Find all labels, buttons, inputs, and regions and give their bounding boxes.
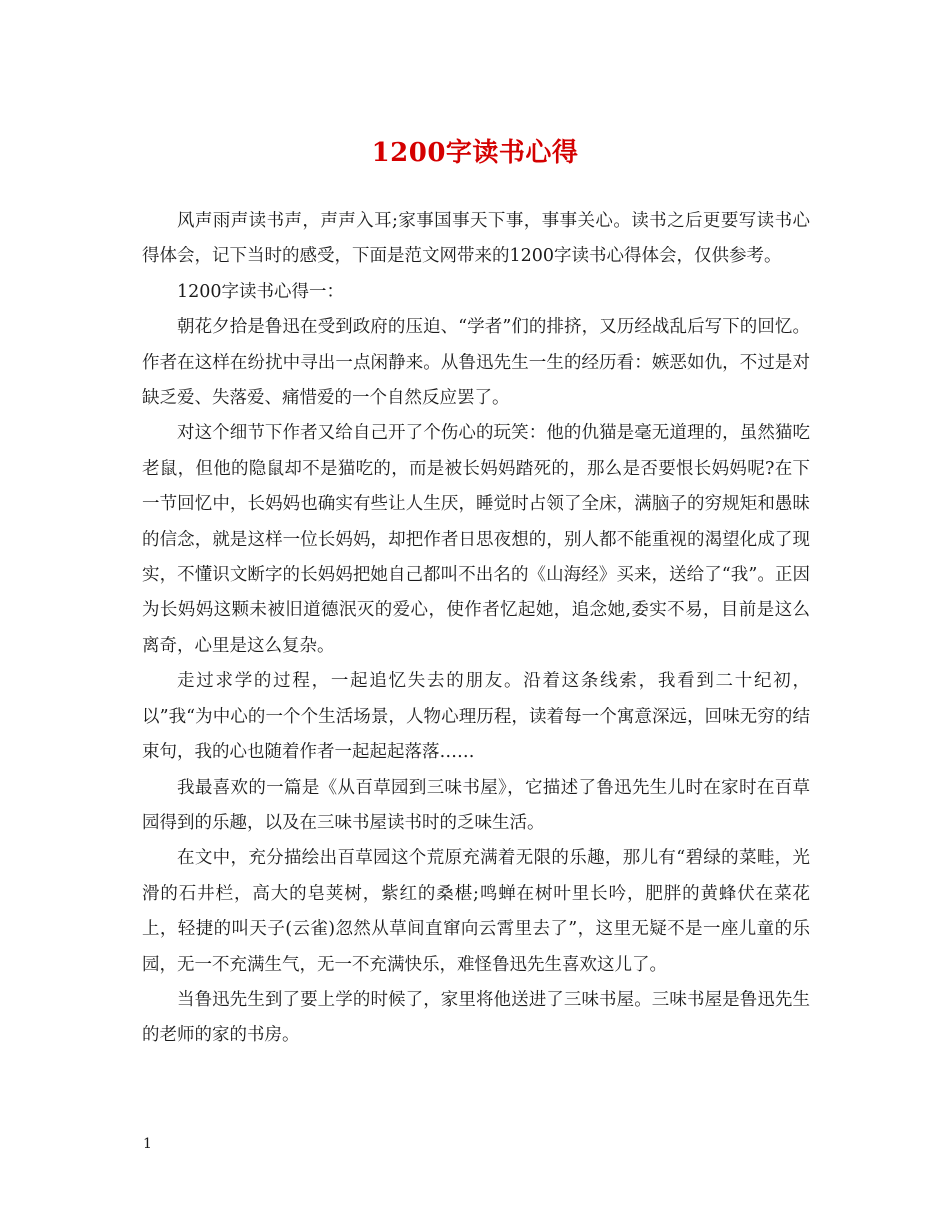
section-heading: 1200字读书心得一：: [177, 281, 345, 302]
document-body: [142, 204, 810, 1054]
body-paragraph: 朝花夕拾是鲁迅在受到政府的压迫、“学者”们的排挤，又历经战乱后写下的回忆。作者在这样在纷扰中寻出一点闲静来。从鲁迅先生一生的经历看：嫉恶如仇，不过是对缺乏爱、失落爱、痛惜爱的一个自然反应罢了。: [142, 317, 810, 409]
body-paragraph: 在文中，充分描绘出百草园这个荒原充满着无限的乐趣，那儿有“碧绿的菜畦，光滑的石井栏，高大的皂荚树，紫红的桑椹;鸣蝉在树叶里长吟，肥胖的黄蜂伏在菜花上，轻捷的叫天子(云雀)忽然从草间直窜向云霄里去了”，这里无疑不是一座儿童的乐园，无一不充满生气，无一不充满快乐，难怪鲁迅先生喜欢这儿了。: [142, 848, 810, 975]
body-paragraph: 对这个细节下作者又给自己开了个伤心的玩笑：他的仇猫是毫无道理的，虽然猫吃老鼠，但他的隐鼠却不是猫吃的，而是被长妈妈踏死的，那么是否要恨长妈妈呢?在下一节回忆中，长妈妈也确实有些让人生厌，睡觉时占领了全床，满脑子的穷规矩和愚昧的信念，就是这样一位长妈妈，却把作者日思夜想的，别人都不能重视的渴望化成了现实，不懂识文断字的长妈妈把她自己都叫不出名的《山海经》买来，送给了“我”。正因为长妈妈这颗未被旧道德泯灭的爱心，使作者忆起她，追念她,委实不易，目前是这么离奇，心里是这么复杂。: [142, 423, 810, 656]
page-number: 1: [143, 1136, 152, 1152]
body-paragraph: 走过求学的过程，一起追忆失去的朋友。沿着这条线索，我看到二十纪初，以”我“为中心的一个个生活场景，人物心理历程，读着每一个寓意深远，回味无穷的结束句，我的心也随着作者一起起起落落……: [142, 671, 810, 763]
document-title: 1200字读书心得: [371, 138, 579, 168]
body-paragraph: 当鲁迅先生到了要上学的时候了，家里将他送进了三味书屋。三味书屋是鲁迅先生的老师的家的书房。: [142, 989, 810, 1046]
intro-paragraph: 风声雨声读书声，声声入耳;家事国事天下事，事事关心。读书之后更要写读书心得体会，记下当时的感受，下面是范文网带来的1200字读书心得体会，仅供参考。: [142, 211, 810, 267]
body-paragraph: 我最喜欢的一篇是《从百草园到三味书屋》，它描述了鲁迅先生儿时在家时在百草园得到的乐趣，以及在三味书屋读书时的乏味生活。: [142, 777, 810, 833]
